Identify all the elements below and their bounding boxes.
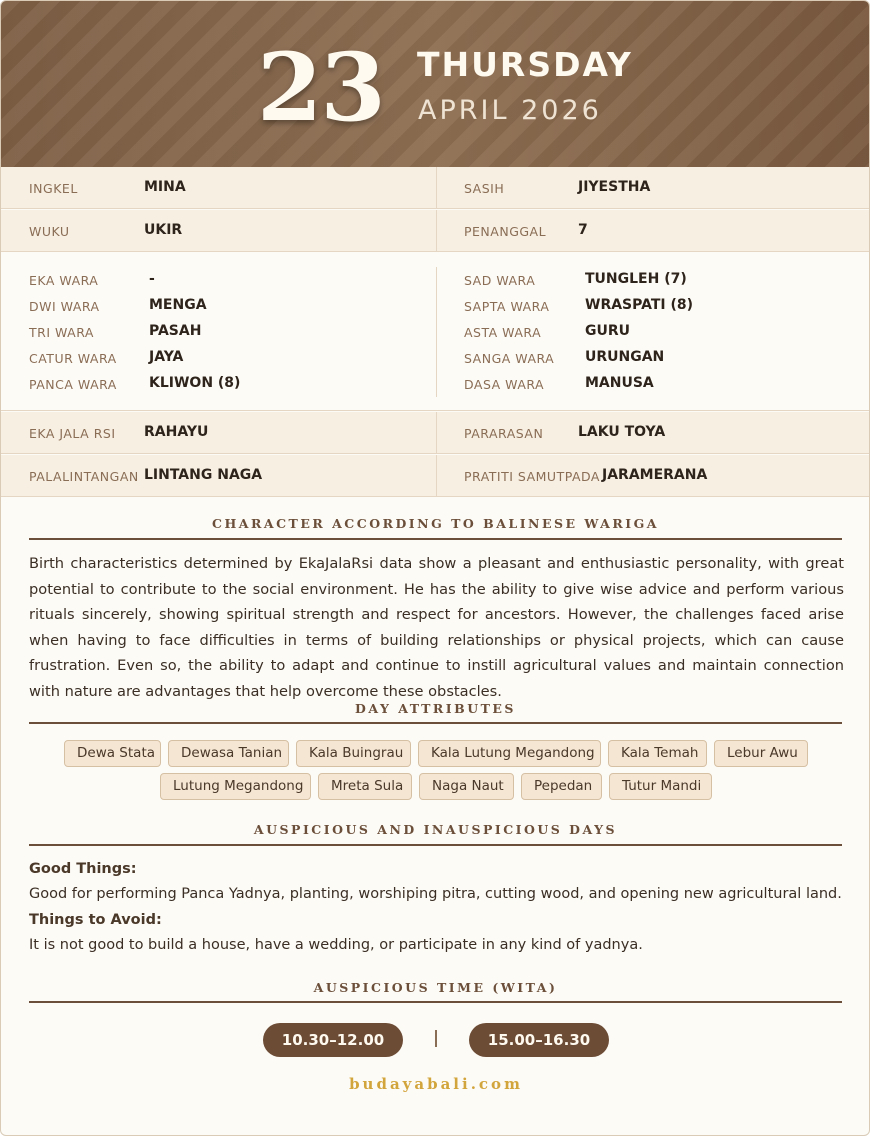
wara-item xyxy=(464,267,864,293)
pararasan-value: LAKU TOYA xyxy=(578,424,666,440)
wara-item xyxy=(29,293,429,319)
ingkel-value: MINA xyxy=(144,179,186,195)
info-row-ingkel-sasih xyxy=(1,167,870,209)
palalintangan-value: LINTANG NAGA xyxy=(144,467,263,483)
character-rule xyxy=(29,538,842,540)
sasih-value: JIYESTHA xyxy=(578,179,651,195)
info-row-wuku-penanggal xyxy=(1,210,870,252)
wara-value: GURU xyxy=(585,323,631,339)
wara-value: - xyxy=(149,271,155,287)
palalintangan-cell xyxy=(1,455,436,496)
wara-item xyxy=(29,345,429,371)
pratiti-samutpada-cell xyxy=(436,455,870,496)
attribute-chip: Mreta Sula xyxy=(318,773,412,800)
time-slot: 10.30–12.00 xyxy=(263,1023,403,1057)
wuku-value: UKIR xyxy=(144,222,183,238)
wara-value: TUNGLEH (7) xyxy=(585,271,687,287)
avoid-heading: Things to Avoid: xyxy=(29,912,162,928)
pratiti-samutpada-label: PRATITI SAMUTPADA xyxy=(464,469,600,484)
time-separator xyxy=(435,1030,437,1047)
wara-divider xyxy=(436,267,437,397)
good-things-heading: Good Things: xyxy=(29,861,137,877)
wara-item xyxy=(29,371,429,397)
good-things-text: Good for performing Panca Yadnya, planting, worshiping pitra, cutting wood, and opening new agricultural land. xyxy=(29,886,842,902)
wara-value: MENGA xyxy=(149,297,207,313)
days-rule xyxy=(29,844,842,846)
wara-item xyxy=(464,371,864,397)
attribute-chip: Dewa Stata xyxy=(64,740,161,767)
wara-table xyxy=(1,253,870,411)
sasih-label: SASIH xyxy=(464,181,505,196)
month-year: APRIL 2026 xyxy=(418,95,602,126)
wara-value: WRASPATI (8) xyxy=(585,297,694,313)
penanggal-label: PENANGGAL xyxy=(464,224,547,239)
attribute-chip: Lutung Megandong xyxy=(160,773,311,800)
attribute-chip: Kala Temah xyxy=(608,740,707,767)
eka-jala-rsi-cell xyxy=(1,412,436,453)
wara-label: SAD WARA xyxy=(464,273,536,288)
wara-item xyxy=(29,319,429,345)
wara-value: PASAH xyxy=(149,323,202,339)
ingkel-cell xyxy=(1,167,436,208)
avoid-text: It is not good to build a house, have a wedding, or participate in any kind of yadnya. xyxy=(29,937,643,953)
attribute-chip: Lebur Awu xyxy=(714,740,808,767)
time-rule xyxy=(29,1001,842,1003)
time-slot: 15.00–16.30 xyxy=(469,1023,609,1057)
site-credit: budayabali.com xyxy=(349,1075,523,1093)
palalintangan-label: PALALINTANGAN xyxy=(29,469,139,484)
date-header xyxy=(1,1,870,167)
attributes-title: DAY ATTRIBUTES xyxy=(355,701,516,716)
wara-label: CATUR WARA xyxy=(29,351,117,366)
wara-item xyxy=(464,345,864,371)
attribute-chip: Naga Naut xyxy=(419,773,514,800)
info-row-ekajalarsi-pararasan xyxy=(1,412,870,454)
wara-label: TRI WARA xyxy=(29,325,94,340)
attribute-chip: Tutur Mandi xyxy=(609,773,712,800)
wara-label: SAPTA WARA xyxy=(464,299,550,314)
weekday: THURSDAY xyxy=(417,45,633,84)
wara-label: DWI WARA xyxy=(29,299,100,314)
day-number: 23 xyxy=(257,33,384,143)
wara-value: JAYA xyxy=(149,349,184,365)
wara-item xyxy=(464,293,864,319)
wara-value: URUNGAN xyxy=(585,349,665,365)
attribute-chip: Kala Lutung Megandong xyxy=(418,740,601,767)
wuku-label: WUKU xyxy=(29,224,70,239)
character-text: Birth characteristics determined by EkaJalaRsi data show a pleasant and enthusiastic personality, with great potential to contribute to the social environment. He has the ability to give wise advice and perform various rituals sincerely, showing spiritual strength and respect for ancestors. However, the challenges faced arise when having to face difficulties in terms of building relationships or physical projects, which can cause frustration. Even so, the ability to adapt and continue to instill agricultural values and maintain connection with nature are advantages that help overcome these obstacles. xyxy=(29,555,844,700)
pratiti-samutpada-value: JARAMERANA xyxy=(602,467,708,483)
character-title: CHARACTER ACCORDING TO BALINESE WARIGA xyxy=(212,516,659,531)
wara-label: EKA WARA xyxy=(29,273,99,288)
eka-jala-rsi-value: RAHAYU xyxy=(144,424,209,440)
eka-jala-rsi-label: EKA JALA RSI xyxy=(29,426,116,441)
time-title: AUSPICIOUS TIME (WITA) xyxy=(313,980,558,995)
sasih-cell xyxy=(436,167,870,208)
attributes-rule xyxy=(29,722,842,724)
wara-label: PANCA WARA xyxy=(29,377,117,392)
info-row-palalintangan-pratiti xyxy=(1,455,870,497)
wara-value: MANUSA xyxy=(585,375,654,391)
attribute-chip: Pepedan xyxy=(521,773,602,800)
attribute-chip: Dewasa Tanian xyxy=(168,740,289,767)
wara-value: KLIWON (8) xyxy=(149,375,241,391)
penanggal-value: 7 xyxy=(578,222,588,238)
wara-item xyxy=(29,267,429,293)
days-title: AUSPICIOUS AND INAUSPICIOUS DAYS xyxy=(253,822,618,837)
ingkel-label: INGKEL xyxy=(29,181,78,196)
attribute-chip: Kala Buingrau xyxy=(296,740,411,767)
pararasan-cell xyxy=(436,412,870,453)
wara-label: ASTA WARA xyxy=(464,325,542,340)
wuku-cell xyxy=(1,210,436,251)
wara-label: DASA WARA xyxy=(464,377,545,392)
pararasan-label: PARARASAN xyxy=(464,426,544,441)
penanggal-cell xyxy=(436,210,870,251)
wara-label: SANGA WARA xyxy=(464,351,555,366)
wara-item xyxy=(464,319,864,345)
